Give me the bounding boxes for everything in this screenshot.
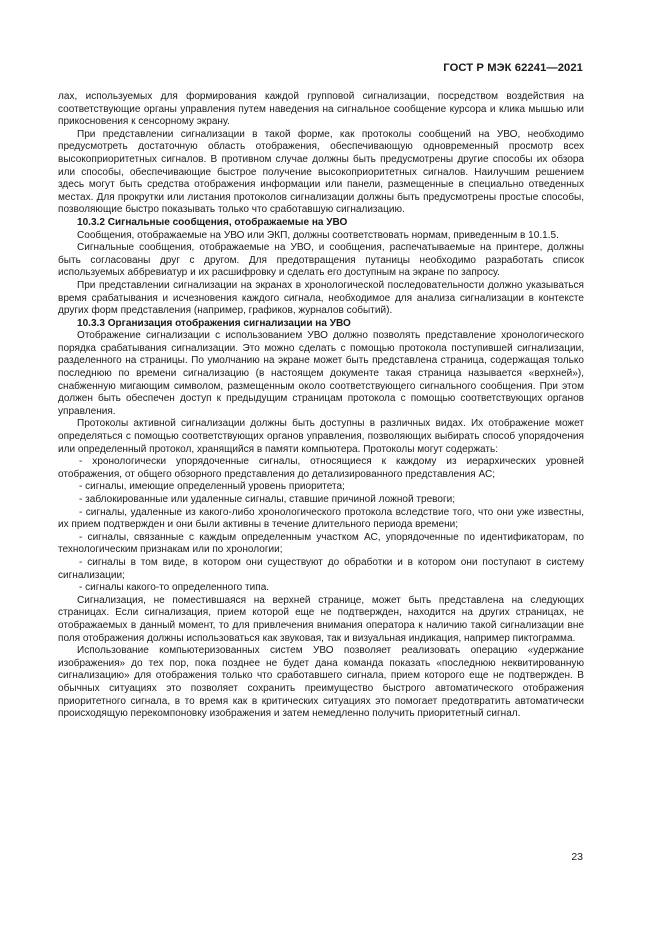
document-header: ГОСТ Р МЭК 62241—2021 — [443, 62, 583, 74]
paragraph: Сигнальные сообщения, отображаемые на УВО, и сообщения, распечатываемые на принтере, должны быть согласованы друг с другом. Для предотвращения путаницы необходимо разработать список используемых аббревиатур и их расшифровку и сделать его доступным на экране по запросу. — [58, 242, 584, 279]
paragraph: При представлении сигнализации в такой форме, как протоколы сообщений на УВО, необходимо предусмотреть достаточную область отображения, обеспечивающую одновременный просмотр всех высокоприоритетных сигналов. В противном случае должны быть предусмотрены другие способы их обзора или способы, обеспечивающие быстрое получение высокоприоритетных сигналов. Наилучшим решением здесь могут быть средства отображения информации или панели, размещенные в специально отведенных местах. Для прокрутки или листания протоколов сигнализации должны быть предусмотрены простые способы, позволяющие быстро показывать только что сработавшую сигнализацию. — [58, 128, 584, 216]
paragraph: Сигнализация, не поместившаяся на верхней странице, может быть представлена на следующих страницах. Если сигнализация, прием которой еще не подтвержден, находится на других страницах, не отображаемых в данный момент, то для привлечения внимания оператора к наличию такой сигнализации вне поля отображения должны использоваться как звуковая, так и визуальная индикация, например пиктограмма. — [58, 594, 584, 644]
section-heading-10-3-2: 10.3.2 Сигнальные сообщения, отображаемые на УВО — [77, 216, 348, 228]
paragraph: Отображение сигнализации с использованием УВО должно позволять представление хронологического порядка срабатывания сигнализации. Это можно сделать с помощью протокола поступившей сигнализации, разделенного на страницы. По умолчанию на экране может быть представлена страница, содержащая только последнюю по времени сигнализацию (в настоящем документе такая страница называется «верхней»), снабженную мигающим символом, размещенным около соответствующего сигнального сообщения. При этом должен быть обеспечен доступ к предыдущим страницам протокола с помощью соответствующих органов управления. — [58, 330, 584, 417]
list-item: - заблокированные или удаленные сигналы, ставшие причиной ложной тревоги; — [79, 494, 456, 505]
main-text — [58, 91, 584, 721]
page-number: 23 — [571, 851, 583, 863]
paragraph: При представлении сигнализации на экранах в хронологической последовательности должно указываться время срабатывания и исчезновения каждого сигнала, необходимое для анализа сигнализации в контексте других форм представления (например, графиков, журналов событий). — [58, 279, 584, 317]
list-item: - сигналы, удаленные из какого-либо хронологического протокола вследствие того, что они уже известны, их прием подтвержден и они были активны в течение длительного периода времени; — [58, 506, 584, 531]
list-item: - сигналы, имеющие определенный уровень приоритета; — [79, 481, 345, 493]
list-item: - сигналы в том виде, в котором они существуют до обработки и в котором они поступают в систему сигнализации; — [58, 556, 584, 581]
paragraph-continuation: лах, используемых для формирования каждой групповой сигнализации, посредством воздействия на соответствующие органы управления путем наведения на сигнальное сообщение курсора и клика мышью или прикосновения к сенсорному экрану. — [58, 91, 584, 128]
section-heading-10-3-3: 10.3.3 Организация отображения сигнализации на УВО — [77, 317, 351, 329]
list-item: - сигналы какого-то определенного типа. — [79, 582, 270, 594]
paragraph: Сообщения, отображаемые на УВО или ЭКП, должны соответствовать нормам, приведенным в 10.1.5. — [77, 229, 559, 241]
paragraph: Протоколы активной сигнализации должны быть доступны в различных видах. Их отображение может определяться с помощью соответствующих органов управления, позволяющих выбирать способ упорядочения или определенный протокол, хранящийся в памяти компьютера. Протоколы могут содержать: — [58, 418, 584, 455]
paragraph: Использование компьютеризованных систем УВО позволяет реализовать операцию «удержание изображения» до тех пор, пока позднее не будет дана команда показать «последнюю неквитированную сигнализацию» для отображения только что сработавшего сигнала, прием которого еще не подтвержден. В обычных ситуациях это позволяет сохранить преимущество быстрого автоматического отображения приоритетного сигнала, в то время как в критических ситуациях это помогает предотвратить автоматически происходящую перекомпоновку изображения и затем немедленно получить приоритетный сигнал. — [58, 645, 584, 720]
list-item: - хронологически упорядоченные сигналы, относящиеся к каждому из иерархических уровней отображения, от общего обзорного представления до детализированного представления АС; — [58, 456, 584, 480]
list-item: - сигналы, связанные с каждым определенным участком АС, упорядоченные по идентификаторам, по технологическим признакам или по хронологии; — [58, 531, 584, 556]
